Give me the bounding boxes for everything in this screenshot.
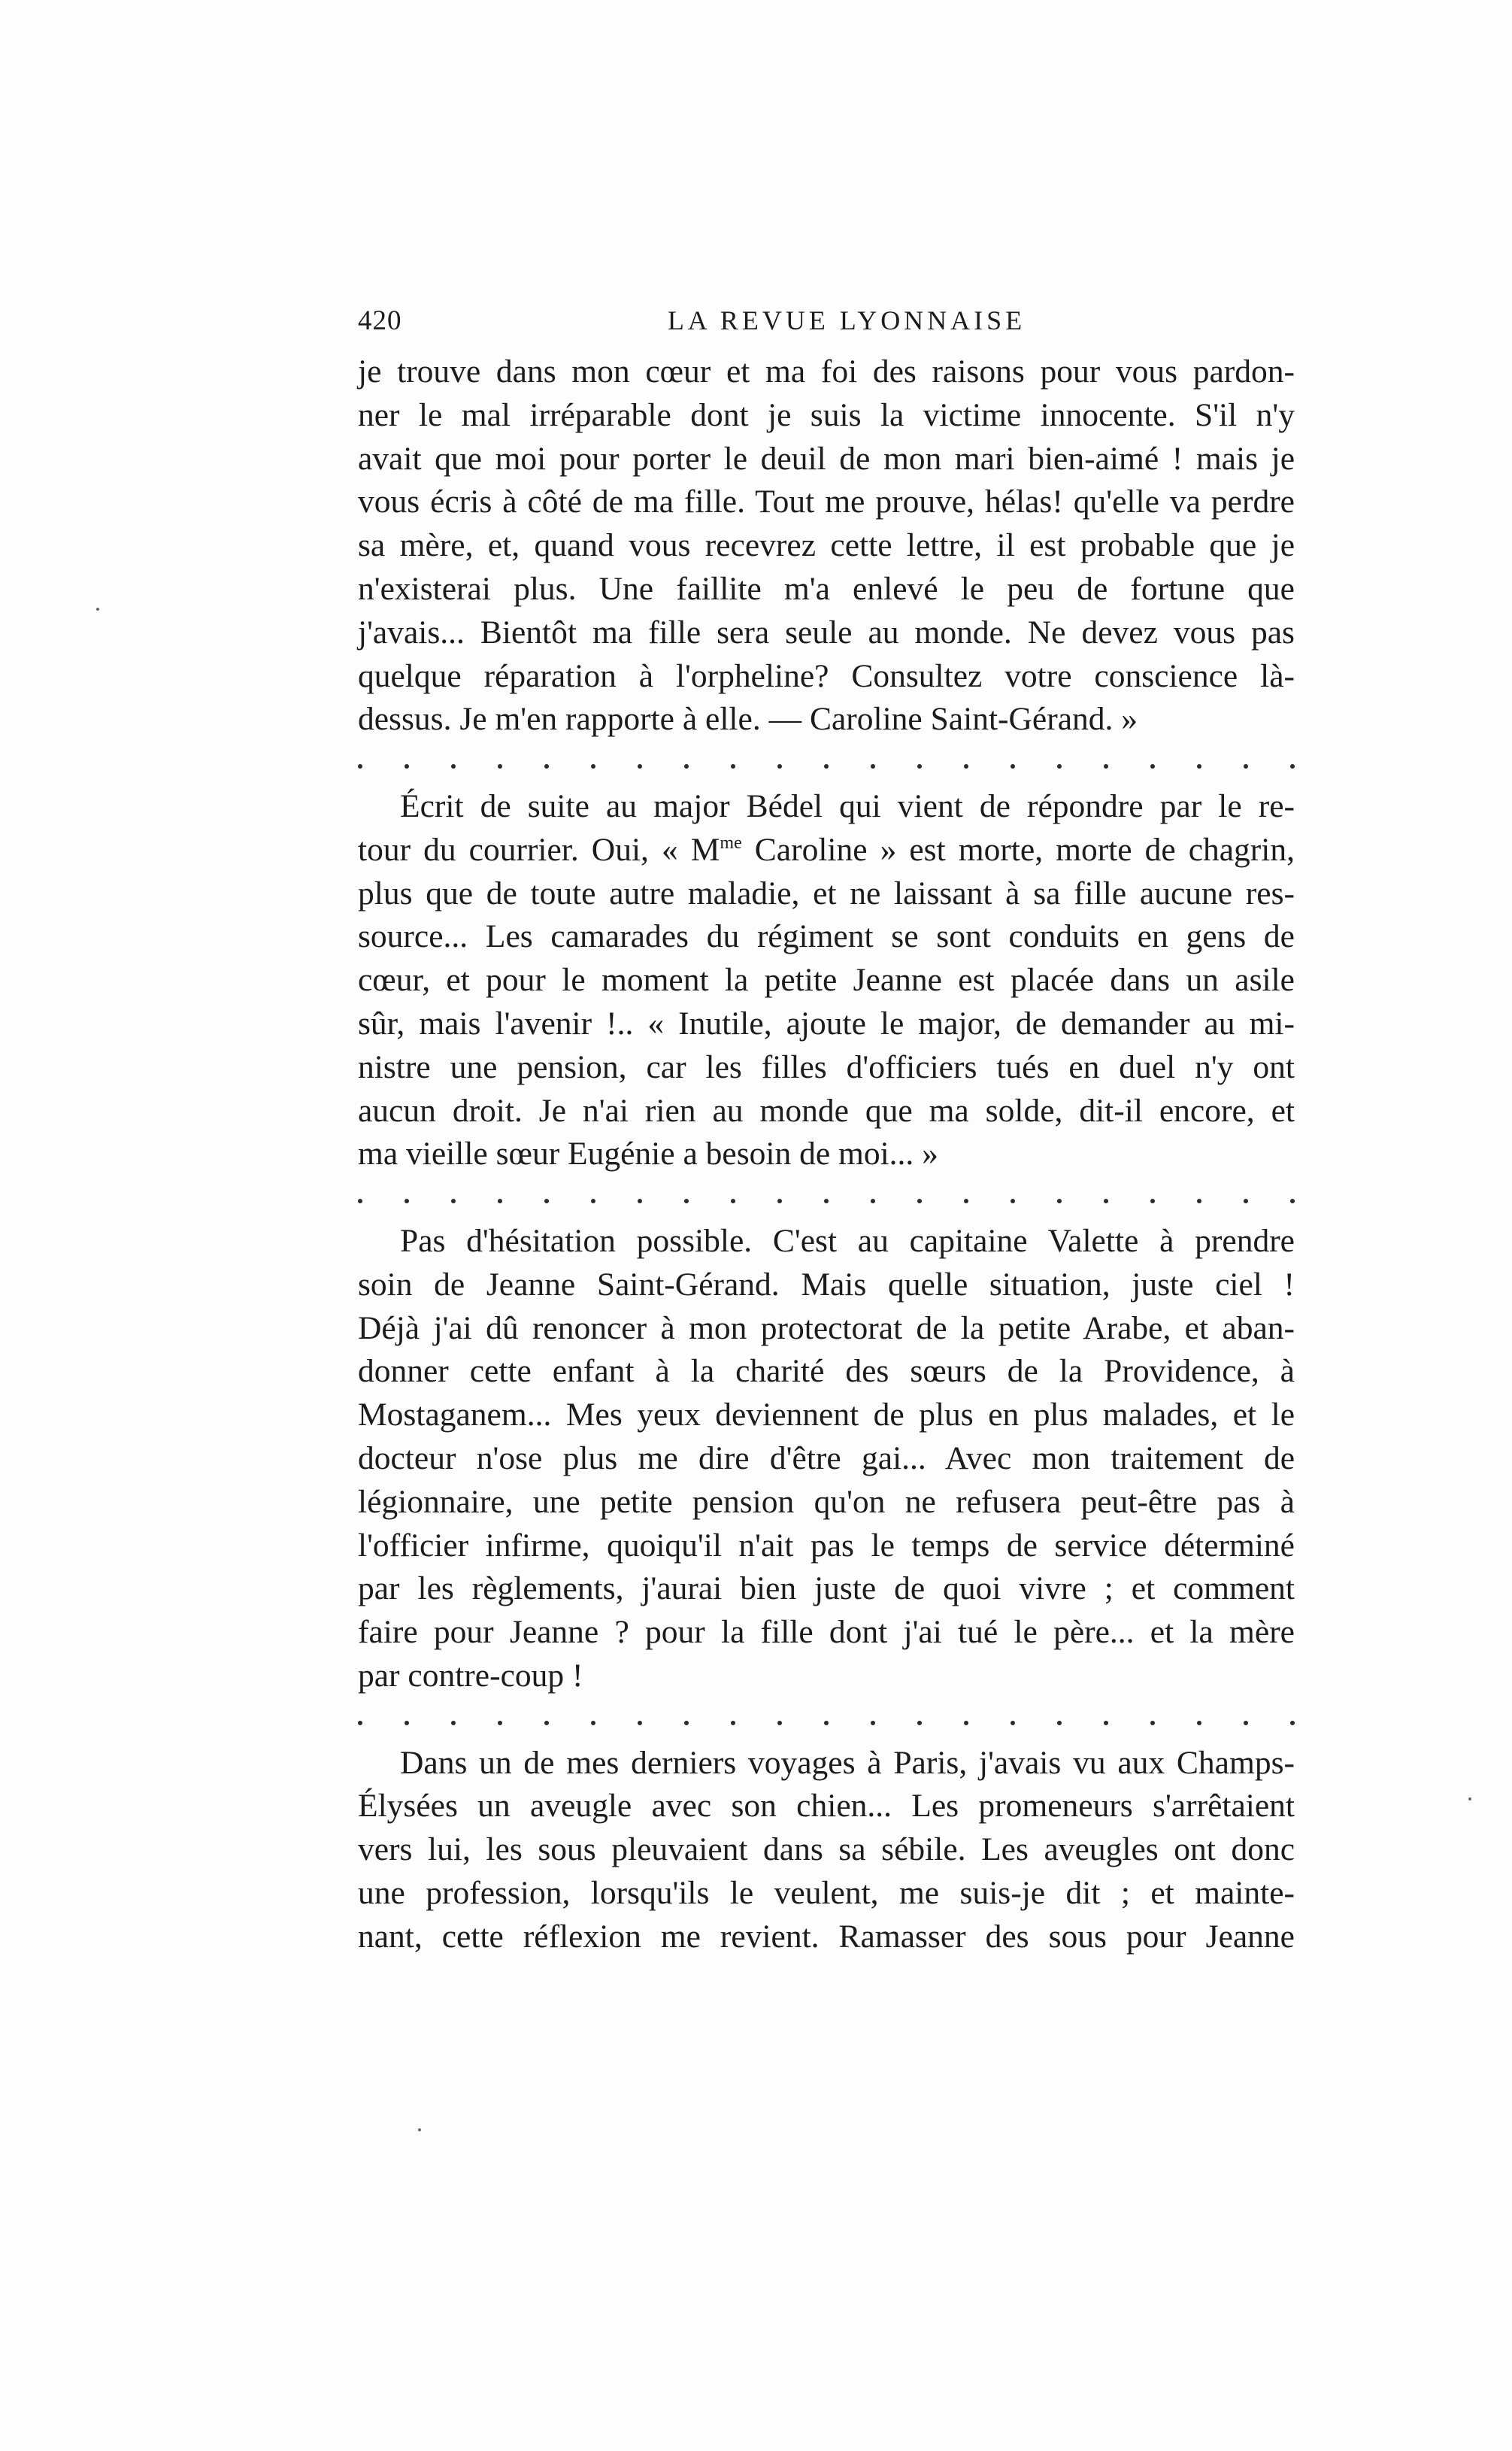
running-header [358, 305, 1290, 347]
text-line: nant, cette réflexion me revient. Ramasser des sous pour Jeanne [358, 1918, 1295, 1955]
text-line: faire pour Jeanne ? pour la fille dont j'ai tué le père... et la mère [358, 1614, 1295, 1651]
text-line: n'existerai plus. Une faillite m'a enlevé le peu de fortune que [358, 570, 1295, 607]
text-line: source... Les camarades du régiment se sont conduits en gens de [358, 918, 1295, 955]
text-line: vers lui, les sous pleuvaient dans sa sébile. Les aveugles ont donc [358, 1831, 1295, 1868]
paragraph-letter [358, 350, 1295, 742]
scan-speck [1468, 1797, 1471, 1800]
running-title: LA REVUE LYONNAISE [667, 305, 1026, 335]
body-text [358, 350, 1295, 1958]
text-line: Déjà j'ai dû renoncer à mon protectorat de la petite Arabe, et aban- [358, 1309, 1295, 1346]
text-line: une profession, lorsqu'ils le veulent, me suis-je dit ; et mainte- [358, 1874, 1295, 1911]
text-line: docteur n'ose plus me dire d'être gai... Avec mon traitement de [358, 1439, 1295, 1476]
text-line: aucun droit. Je n'ai rien au monde que ma solde, dit-il encore, et [358, 1092, 1295, 1129]
page-number: 420 [358, 305, 402, 336]
dotted-separator [358, 742, 1295, 785]
scan-speck [96, 608, 99, 611]
text-line: vous écris à côté de ma fille. Tout me prouve, hélas! qu'elle va perdre [358, 484, 1295, 520]
text-line: Mostaganem... Mes yeux deviennent de plus en plus malades, et le [358, 1397, 1295, 1433]
text-line: cœur, et pour le moment la petite Jeanne est placée dans un asile [358, 962, 1295, 999]
text-line: sa mère, et, quand vous recevrez cette lettre, il est probable que je [358, 527, 1295, 564]
text-line: donner cette enfant à la charité des sœurs de la Providence, à [358, 1353, 1295, 1390]
text-line: Pas d'hésitation possible. C'est au capitaine Valette à prendre [400, 1222, 1295, 1259]
dotted-separator [358, 1698, 1295, 1742]
text-line: par contre-coup ! [358, 1657, 583, 1694]
paragraph-major-bedel [358, 785, 1295, 1176]
text-line: sûr, mais l'avenir !.. « Inutile, ajoute le major, de demander au mi- [358, 1005, 1295, 1042]
text-line: tour du courrier. Oui, « $M^{me}$ Caroline » est morte, morte de chagrin, [358, 831, 1295, 868]
text-line: quelque réparation à l'orpheline? Consultez votre conscience là- [358, 657, 1295, 694]
paragraph-blind-man [358, 1742, 1295, 1959]
text-line: j'avais... Bientôt ma fille sera seule au monde. Ne devez vous pas [358, 614, 1295, 651]
scan-speck [418, 2128, 421, 2131]
text-line: ma vieille sœur Eugénie a besoin de moi... » [358, 1136, 938, 1172]
text-line: Élysées un aveugle avec son chien... Les promeneurs s'arrêtaient [358, 1788, 1295, 1825]
text-line: je trouve dans mon cœur et ma foi des raisons pour vous pardon- [358, 353, 1295, 390]
text-line: dessus. Je m'en rapporte à elle. — Caroline Saint-Gérand. » [358, 701, 1138, 738]
text-line: nistre une pension, car les filles d'officiers tués en duel n'y ont [358, 1048, 1295, 1085]
paragraph-captain-valette [358, 1220, 1295, 1698]
text-line: par les règlements, j'aurai bien juste de quoi vivre ; et comment [358, 1570, 1295, 1607]
dotted-separator [358, 1176, 1295, 1220]
text-line: ner le mal irréparable dont je suis la victime innocente. S'il n'y [358, 396, 1295, 433]
text-line: Dans un de mes derniers voyages à Paris, j'avais vu aux Champs- [400, 1744, 1295, 1781]
text-line: avait que moi pour porter le deuil de mon mari bien-aimé ! mais je [358, 440, 1295, 477]
text-line: plus que de toute autre maladie, et ne laissant à sa fille aucune res- [358, 875, 1295, 912]
text-line: Écrit de suite au major Bédel qui vient de répondre par le re- [400, 787, 1295, 824]
text-line: légionnaire, une petite pension qu'on ne refusera peut-être pas à [358, 1483, 1295, 1520]
text-line: soin de Jeanne Saint-Gérand. Mais quelle situation, juste ciel ! [358, 1266, 1295, 1303]
text-line: l'officier infirme, quoiqu'il n'ait pas le temps de service déterminé [358, 1527, 1295, 1564]
